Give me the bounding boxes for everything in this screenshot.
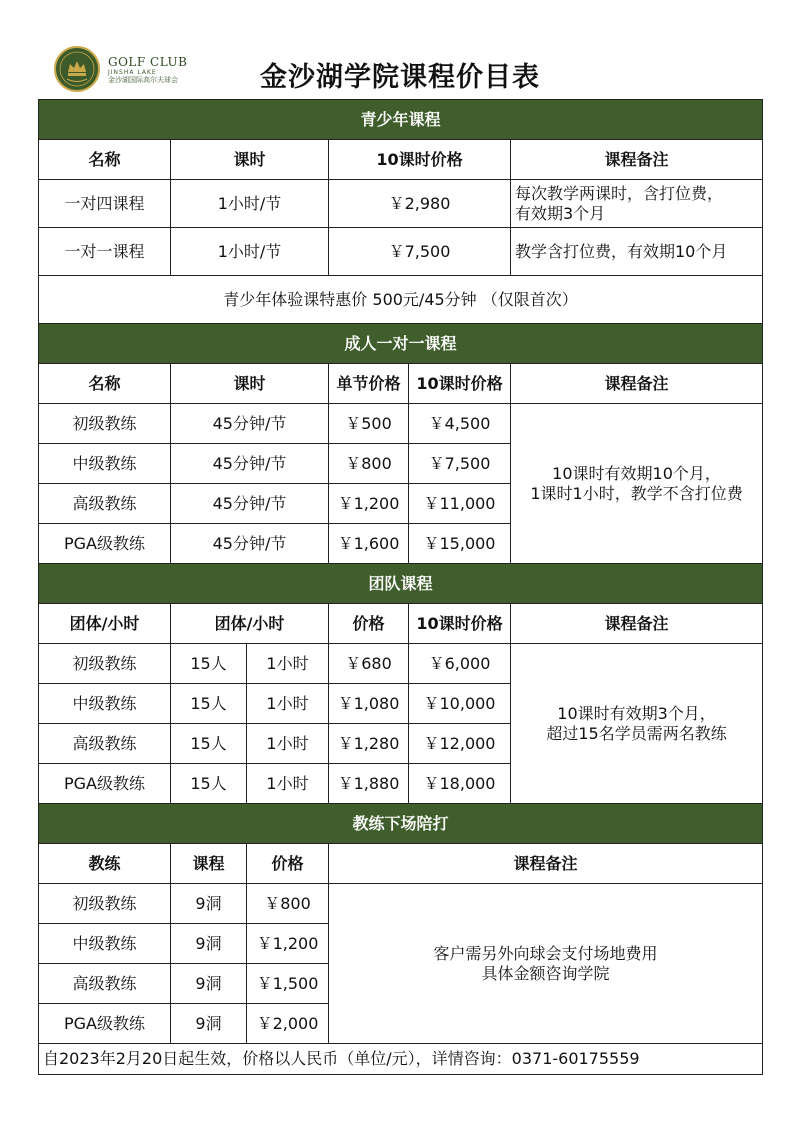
course-duration: 45分钟/节 <box>171 524 329 564</box>
price: ￥1,500 <box>247 964 329 1004</box>
price-10-lessons: ￥6,000 <box>409 644 511 684</box>
group-hours: 1小时 <box>247 684 329 724</box>
table-row <box>39 228 763 276</box>
coach-level: PGA级教练 <box>39 1004 171 1044</box>
note-line: 客户需另外向球会支付场地费用 <box>433 943 658 963</box>
header-cell: 10课时价格 <box>329 140 511 180</box>
course-duration: 45分钟/节 <box>171 484 329 524</box>
header-cell: 团体/小时 <box>39 604 171 644</box>
single-price: ￥1,600 <box>329 524 409 564</box>
coach-level: 中级教练 <box>39 444 171 484</box>
course-duration: 45分钟/节 <box>171 404 329 444</box>
section-title: 成人一对一课程 <box>39 324 763 364</box>
header-cell: 教练 <box>39 844 171 884</box>
group-size: 15人 <box>171 684 247 724</box>
logo-name: GOLF CLUB <box>108 55 188 69</box>
single-price: ￥1,880 <box>329 764 409 804</box>
price-10-lessons: ￥7,500 <box>409 444 511 484</box>
course-name: 一对四课程 <box>39 180 171 228</box>
coach-level: 中级教练 <box>39 924 171 964</box>
price: ￥800 <box>247 884 329 924</box>
course-holes: 9洞 <box>171 924 247 964</box>
coach-level: 初级教练 <box>39 884 171 924</box>
note-line: 每次教学两课时，含打位费， <box>515 183 724 203</box>
single-price: ￥800 <box>329 444 409 484</box>
coach-level: PGA级教练 <box>39 764 171 804</box>
course-holes: 9洞 <box>171 1004 247 1044</box>
header-cell: 名称 <box>39 140 171 180</box>
section-title: 青少年课程 <box>39 100 763 140</box>
note-line: 10课时有效期3个月， <box>557 703 716 723</box>
single-price: ￥680 <box>329 644 409 684</box>
section-title: 团队课程 <box>39 564 763 604</box>
header-cell: 价格 <box>247 844 329 884</box>
single-price: ￥1,280 <box>329 724 409 764</box>
section-adult <box>39 324 763 364</box>
table-header-row <box>39 844 763 884</box>
price-10-lessons: ￥11,000 <box>409 484 511 524</box>
note-line: 超过15名学员需两名教练 <box>546 723 727 743</box>
course-holes: 9洞 <box>171 884 247 924</box>
trial-offer: 青少年体验课特惠价 500元/45分钟 （仅限首次） <box>39 276 763 324</box>
header-cell: 10课时价格 <box>409 604 511 644</box>
header-cell: 名称 <box>39 364 171 404</box>
group-hours: 1小时 <box>247 764 329 804</box>
header-cell: 单节价格 <box>329 364 409 404</box>
section-team <box>39 564 763 604</box>
price-10-lessons: ￥12,000 <box>409 724 511 764</box>
header-cell: 团体/小时 <box>171 604 329 644</box>
header-cell: 课程备注 <box>511 364 763 404</box>
price-10-lessons: ￥2,980 <box>329 180 511 228</box>
header-cell: 课时 <box>171 364 329 404</box>
table-header-row <box>39 364 763 404</box>
single-price: ￥500 <box>329 404 409 444</box>
header-cell: 课时 <box>171 140 329 180</box>
section-youth <box>39 100 763 140</box>
table-row <box>39 884 763 924</box>
header-cell: 课程备注 <box>511 140 763 180</box>
coach-level: 高级教练 <box>39 484 171 524</box>
course-holes: 9洞 <box>171 964 247 1004</box>
course-note <box>511 404 763 564</box>
header-cell: 10课时价格 <box>409 364 511 404</box>
price: ￥1,200 <box>247 924 329 964</box>
trial-offer-row <box>39 276 763 324</box>
coach-level: 高级教练 <box>39 964 171 1004</box>
section-accompany <box>39 804 763 844</box>
group-hours: 1小时 <box>247 724 329 764</box>
page-title: 金沙湖学院课程价目表 <box>260 62 540 93</box>
price-10-lessons: ￥4,500 <box>409 404 511 444</box>
course-note <box>511 180 763 228</box>
table-row <box>39 404 763 444</box>
header-cell: 课程备注 <box>511 604 763 644</box>
table-header-row <box>39 604 763 644</box>
footer-row <box>39 1044 763 1075</box>
single-price: ￥1,080 <box>329 684 409 724</box>
coach-level: 中级教练 <box>39 684 171 724</box>
note-line: 10课时有效期10个月， <box>552 463 721 483</box>
price-10-lessons: ￥18,000 <box>409 764 511 804</box>
logo-chinese-name: 金沙湖国际高尔夫球会 <box>108 76 178 84</box>
coach-level: PGA级教练 <box>39 524 171 564</box>
footer-note: 自2023年2月20日起生效，价格以人民币（单位/元），详情咨询：0371-60175559 <box>39 1044 763 1075</box>
coach-level: 初级教练 <box>39 644 171 684</box>
note-line: 1课时1小时，教学不含打位费 <box>530 483 743 503</box>
course-duration: 1小时/节 <box>171 180 329 228</box>
header-cell: 价格 <box>329 604 409 644</box>
header-cell: 课程 <box>171 844 247 884</box>
logo-subtitle: JINSHA LAKE <box>108 69 157 76</box>
course-note: 教学含打位费，有效期10个月 <box>511 228 763 276</box>
group-hours: 1小时 <box>247 644 329 684</box>
coach-level: 初级教练 <box>39 404 171 444</box>
course-duration: 1小时/节 <box>171 228 329 276</box>
group-size: 15人 <box>171 644 247 684</box>
table-row <box>39 644 763 684</box>
course-duration: 45分钟/节 <box>171 444 329 484</box>
single-price: ￥1,200 <box>329 484 409 524</box>
price: ￥2,000 <box>247 1004 329 1044</box>
price-10-lessons: ￥7,500 <box>329 228 511 276</box>
table-row <box>39 180 763 228</box>
section-title: 教练下场陪打 <box>39 804 763 844</box>
price-10-lessons: ￥10,000 <box>409 684 511 724</box>
note-line: 具体金额咨询学院 <box>481 963 610 983</box>
group-size: 15人 <box>171 724 247 764</box>
header-cell: 课程备注 <box>329 844 763 884</box>
coach-level: 高级教练 <box>39 724 171 764</box>
group-size: 15人 <box>171 764 247 804</box>
course-note <box>511 644 763 804</box>
price-10-lessons: ￥15,000 <box>409 524 511 564</box>
price-table <box>38 99 763 1075</box>
course-note <box>329 884 763 1044</box>
table-header-row <box>39 140 763 180</box>
course-name: 一对一课程 <box>39 228 171 276</box>
note-line: 有效期3个月 <box>515 203 606 223</box>
